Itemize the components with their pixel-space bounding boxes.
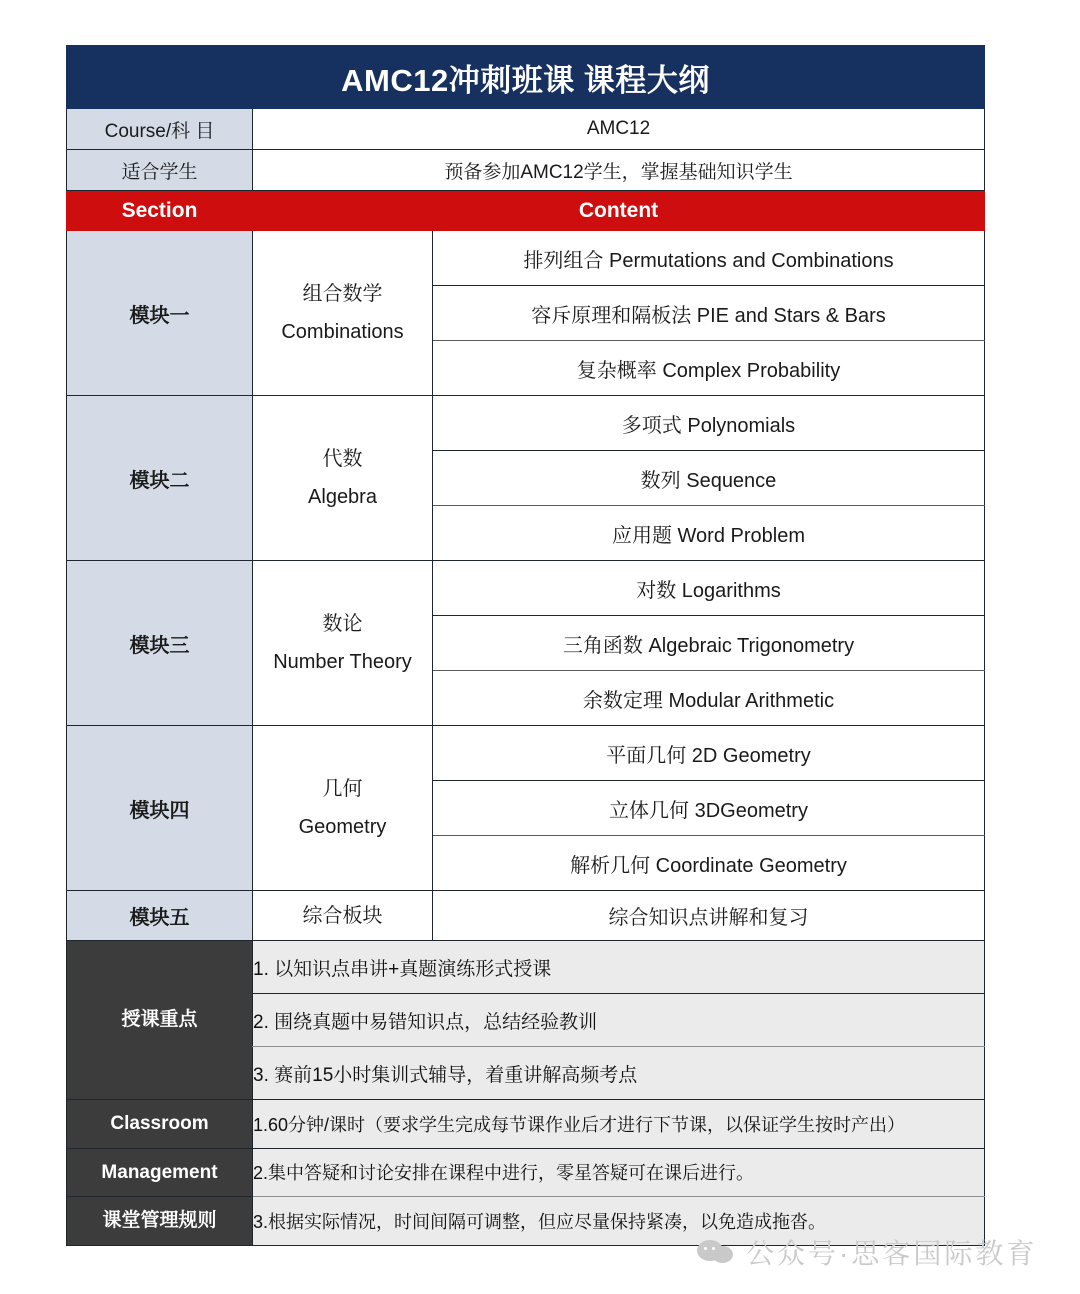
module-name: 模块五 bbox=[67, 891, 253, 941]
module-topic-en: Number Theory bbox=[273, 651, 412, 673]
module-detail: 复杂概率 Complex Probability bbox=[433, 341, 985, 396]
module-detail: 应用题 Word Problem bbox=[433, 506, 985, 561]
module-detail: 平面几何 2D Geometry bbox=[433, 726, 985, 781]
classroom-management-rule: 1.60分钟/课时（要求学生完成每节课作业后才进行下节课，以保证学生按时产出） bbox=[253, 1100, 985, 1149]
module-detail: 综合知识点讲解和复习 bbox=[433, 891, 985, 941]
teaching-focus-label: 授课重点 bbox=[67, 941, 253, 1100]
module-topic-en: Algebra bbox=[308, 486, 377, 508]
module-topic-cn: 几何 bbox=[322, 778, 363, 800]
module-row bbox=[67, 891, 985, 941]
info-row-audience bbox=[67, 150, 985, 191]
module-name: 模块三 bbox=[67, 561, 253, 726]
module-topic-cn: 代数 bbox=[322, 448, 363, 470]
classroom-management-label-line3: 课堂管理规则 bbox=[67, 1197, 253, 1246]
info-row-course bbox=[67, 109, 985, 150]
module-topic bbox=[253, 726, 433, 891]
module-topic-cn: 组合数学 bbox=[302, 283, 383, 305]
module-topic-cn: 数论 bbox=[322, 613, 363, 635]
classroom-management-rule: 2.集中答疑和讨论安排在课程中进行，零星答疑可在课后进行。 bbox=[253, 1148, 985, 1197]
module-topic bbox=[253, 396, 433, 561]
module-name: 模块二 bbox=[67, 396, 253, 561]
classroom-management-row bbox=[67, 1148, 985, 1197]
module-name: 模块一 bbox=[67, 231, 253, 396]
module-detail: 三角函数 Algebraic Trigonometry bbox=[433, 616, 985, 671]
module-detail: 容斥原理和隔板法 PIE and Stars & Bars bbox=[433, 286, 985, 341]
audience-value: 预备参加AMC12学生，掌握基础知识学生 bbox=[253, 150, 985, 191]
module-topic-en: Geometry bbox=[298, 816, 387, 838]
page-title: AMC12冲刺班课 课程大纲 bbox=[67, 46, 985, 109]
course-label: Course/科 目 bbox=[67, 109, 253, 150]
title-row bbox=[67, 46, 985, 109]
module-row bbox=[67, 396, 985, 451]
watermark-text: 公众号·思客国际教育 bbox=[746, 1238, 1038, 1269]
module-topic bbox=[253, 231, 433, 396]
module-detail: 立体几何 3DGeometry bbox=[433, 781, 985, 836]
classroom-management-label-line1: Classroom bbox=[67, 1100, 253, 1149]
module-detail: 余数定理 Modular Arithmetic bbox=[433, 671, 985, 726]
classroom-management-label-line2: Management bbox=[67, 1148, 253, 1197]
teaching-focus-point: 3. 赛前15小时集训式辅导，着重讲解高频考点 bbox=[253, 1047, 985, 1100]
course-value: AMC12 bbox=[253, 109, 985, 150]
module-topic: 综合板块 bbox=[253, 891, 433, 941]
audience-label: 适合学生 bbox=[67, 150, 253, 191]
section-content-header-row bbox=[67, 191, 985, 231]
module-name: 模块四 bbox=[67, 726, 253, 891]
module-detail: 解析几何 Coordinate Geometry bbox=[433, 836, 985, 891]
module-topic bbox=[253, 561, 433, 726]
classroom-management-rule: 3.根据实际情况，时间间隔可调整，但应尽量保持紧凑，以免造成拖沓。 bbox=[253, 1197, 985, 1246]
module-row bbox=[67, 231, 985, 286]
section-column-header: Section bbox=[67, 191, 253, 231]
module-row bbox=[67, 726, 985, 781]
teaching-focus-point: 1. 以知识点串讲+真题演练形式授课 bbox=[253, 941, 985, 994]
content-column-header: Content bbox=[253, 191, 985, 231]
course-syllabus-table bbox=[66, 45, 985, 1246]
module-detail: 排列组合 Permutations and Combinations bbox=[433, 231, 985, 286]
module-detail: 数列 Sequence bbox=[433, 451, 985, 506]
classroom-management-row bbox=[67, 1197, 985, 1246]
module-detail: 对数 Logarithms bbox=[433, 561, 985, 616]
module-row bbox=[67, 561, 985, 616]
classroom-management-row bbox=[67, 1100, 985, 1149]
teaching-focus-point: 2. 围绕真题中易错知识点，总结经验教训 bbox=[253, 994, 985, 1047]
teaching-focus-row bbox=[67, 941, 985, 994]
module-topic-en: Combinations bbox=[281, 321, 404, 343]
module-detail: 多项式 Polynomials bbox=[433, 396, 985, 451]
